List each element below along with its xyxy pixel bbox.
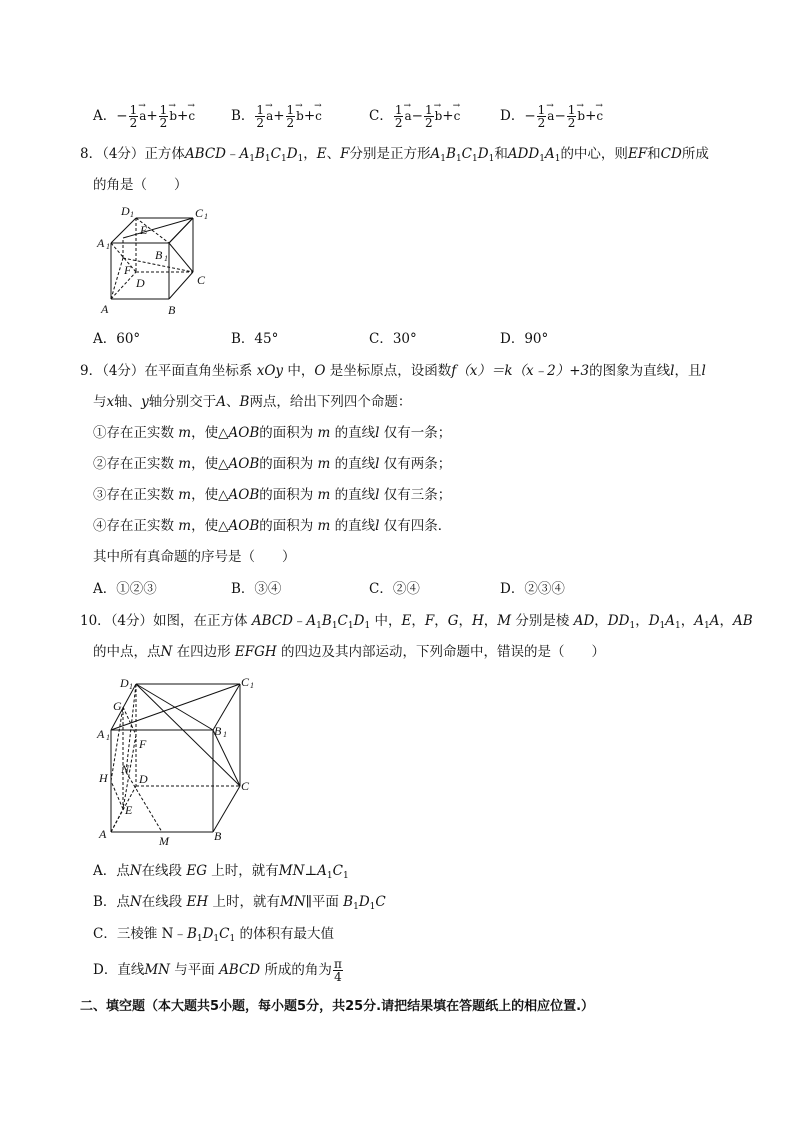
- svg-text:F: F: [124, 263, 132, 277]
- svg-text:C: C: [241, 779, 250, 793]
- q9-prop-1: ①存在正实数 m，使△AOB的面积为 m 的直线l 仅有一条；: [93, 425, 452, 441]
- q9-question: 其中所有真命题的序号是（ ）: [93, 549, 296, 565]
- svg-text:E: E: [140, 223, 148, 237]
- q7-option-a: A．− $\frac{1}{2}$ → a+ $\frac{1}{2}$ → b+→ c: [93, 104, 195, 129]
- svg-text:D: D: [136, 276, 145, 290]
- section2-title: 二、填空题（本大题共5小题，每小题5分，共25分.请把结果填在答题纸上的相应位置.）: [80, 999, 595, 1014]
- q8-line2: 的角是（ ）: [93, 177, 188, 193]
- svg-text:E: E: [125, 803, 133, 817]
- q9-prop-2: ②存在正实数 m，使△AOB的面积为 m 的直线l 仅有两条；: [93, 456, 452, 472]
- q10-line1: 10．（4分）如图，在正方体 $ABCD﹣A_1B_1C_1D_1$ 中，E，F，G，H，M 分别是棱 AD，$DD_1$，$D_1A_1$，$A_1A$，AB: [80, 613, 753, 631]
- svg-text:N: N: [121, 762, 130, 776]
- svg-text:B: B: [214, 724, 222, 738]
- q7-option-b: B． $\frac{1}{2}$ → a+ $\frac{1}{2}$ → b+→ c: [231, 104, 322, 129]
- svg-text:D: D: [139, 772, 148, 786]
- svg-text:C: C: [195, 206, 204, 220]
- svg-text:B: B: [214, 829, 222, 843]
- q10-option-c: C．三棱锥 $N﹣B_1D_1C_1$ 的体积有最大值: [93, 926, 335, 944]
- q9-prop-4: ④存在正实数 m，使△AOB的面积为 m 的直线l 仅有四条．: [93, 518, 452, 534]
- q10-option-d: D．直线MN 与平面 ABCD 所成的角为 $\frac{\pi}{4}$: [93, 957, 342, 984]
- q9-line1: 9．（4分）在平面直角坐标系 xOy 中，O 是坐标原点，设函数f（x）＝k（x﹣2）+3的图象为直线l，且l: [80, 363, 706, 379]
- svg-text:A: A: [97, 236, 105, 250]
- q8-cube-figure: [95, 202, 220, 320]
- svg-text:H: H: [99, 771, 108, 785]
- svg-text:B: B: [155, 248, 163, 262]
- svg-text:M: M: [159, 834, 169, 848]
- svg-text:G: G: [113, 699, 122, 713]
- q8-option-a: A．60°: [93, 331, 141, 347]
- svg-text:D: D: [121, 204, 130, 218]
- svg-text:1: 1: [106, 242, 110, 251]
- svg-text:1: 1: [129, 682, 133, 691]
- q9-prop-3: ③存在正实数 m，使△AOB的面积为 m 的直线l 仅有三条；: [93, 487, 452, 503]
- q10-cube-figure: [95, 672, 265, 850]
- q9-option-c: C．②④: [369, 581, 420, 597]
- q9-option-d: D．②③④: [500, 581, 565, 597]
- q10-line2: 的中点，点N 在四边形 EFGH 的四边及其内部运动，下列命题中，错误的是（ ）: [93, 644, 605, 660]
- svg-text:1: 1: [204, 212, 208, 221]
- q8-option-b: B．45°: [231, 331, 279, 347]
- q8-option-c: C．30°: [369, 331, 417, 347]
- svg-text:F: F: [139, 737, 147, 751]
- q7-option-c: C． $\frac{1}{2}$ → a− $\frac{1}{2}$ → b+→ c: [369, 104, 460, 129]
- q7-option-d: D．− $\frac{1}{2}$ → a− $\frac{1}{2}$ → b+→ c: [500, 104, 603, 129]
- svg-text:1: 1: [130, 210, 134, 219]
- q8-line1: 8．（4分）正方体$ABCD﹣A_1B_1C_1D_1$，E、F分别是正方形$A_1B_1C_1D_1$和$ADD_1A_1$的中心，则EF和CD所成: [80, 146, 709, 164]
- q10-option-a: A．点N在线段 EG 上时，就有$MN\perp A_1C_1$: [93, 863, 349, 881]
- svg-text:1: 1: [223, 730, 227, 739]
- svg-text:1: 1: [164, 254, 168, 263]
- q10-option-b: B．点N在线段 EH 上时，就有MN∥平面 $B_1D_1C$: [93, 894, 386, 912]
- svg-text:C: C: [197, 273, 206, 287]
- q9-option-b: B．③④: [231, 581, 282, 597]
- svg-text:1: 1: [250, 681, 254, 690]
- q8-option-d: D．90°: [500, 331, 549, 347]
- svg-text:A: A: [99, 827, 107, 841]
- svg-text:B: B: [168, 303, 176, 317]
- svg-text:A: A: [101, 302, 109, 316]
- q9-option-a: A．①②③: [93, 581, 157, 597]
- svg-text:C: C: [241, 675, 250, 689]
- svg-text:1: 1: [106, 733, 110, 742]
- svg-text:A: A: [97, 727, 105, 741]
- q9-line2: 与x轴、y轴分别交于A、B两点，给出下列四个命题：: [93, 394, 412, 410]
- svg-text:D: D: [120, 676, 129, 690]
